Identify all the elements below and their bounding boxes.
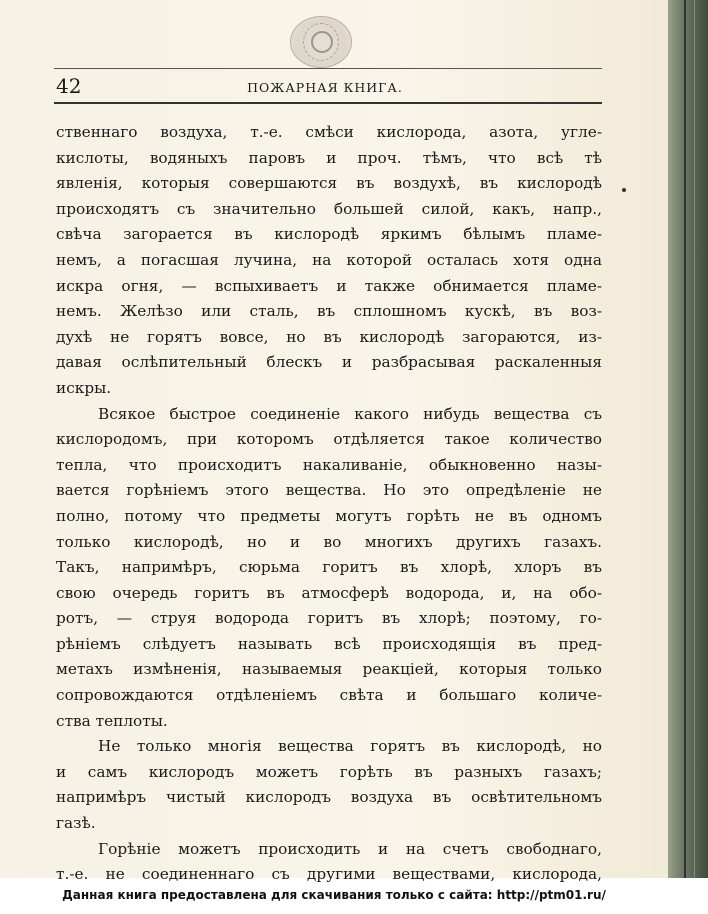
text-line: ственнаго воздуха, т.-е. смѣси кислорода, азота, угле- (56, 123, 602, 141)
text-line: рѣніемъ слѣдуетъ называть всѣ происходящія въ пред- (56, 634, 602, 653)
text-line: и самъ кислородъ можетъ горѣть въ разныхъ газахъ; (56, 762, 602, 781)
ink-speck (622, 188, 626, 192)
text-line: т.-е. не соединеннаго съ другими веществами, кислорода, (56, 865, 602, 884)
paragraph-start-line: Горѣніе можетъ происходить и на счетъ свободнаго, (98, 839, 602, 858)
text-line: Такъ, напримѣръ, сюрьма горитъ въ хлорѣ, хлоръ въ (56, 558, 602, 577)
paragraph-start-line: Не только многія вещества горятъ въ кислородѣ, но (98, 737, 602, 756)
text-line: искры. (56, 378, 112, 397)
header-rule (54, 102, 602, 104)
text-line: кислоты, водяныхъ паровъ и проч. тѣмъ, что всѣ тѣ (56, 148, 602, 167)
download-notice: Данная книга предоставлена для скачивания только с сайта: http://ptm01.ru/ (62, 888, 606, 902)
page-edge (668, 0, 708, 878)
text-line: метахъ измѣненія, называемыя реакціей, которыя только (56, 660, 602, 679)
text-line: духѣ не горятъ вовсе, но въ кислородѣ загораются, из- (56, 327, 602, 346)
text-line: немъ. Желѣзо или сталь, въ сплошномъ кускѣ, въ воз- (56, 302, 602, 321)
text-line: искра огня, — вспыхиваетъ и также обнимается пламе- (56, 276, 602, 295)
text-line: происходятъ съ значительно большей силой, какъ, напр., (56, 199, 602, 218)
text-line: свою очередь горитъ въ атмосферѣ водорода, и, на обо- (56, 583, 602, 602)
page-number: 42 (56, 74, 82, 98)
binding-shadow (684, 0, 686, 878)
running-title: ПОЖАРНАЯ КНИГА. (247, 80, 403, 95)
text-line: сопровождаются отдѣленіемъ свѣта и большаго количе- (56, 686, 602, 705)
text-line: свѣча загорается въ кислородѣ яркимъ бѣлымъ пламе- (56, 225, 602, 244)
top-rule (54, 68, 602, 69)
text-line: ства теплоты. (56, 711, 168, 730)
text-line: полно, потому что предметы могутъ горѣть не въ одномъ (56, 506, 602, 525)
text-line: вается горѣніемъ этого вещества. Но это опредѣленіе не (56, 481, 602, 500)
text-line: явленія, которыя совершаются въ воздухѣ, въ кислородѣ (56, 174, 602, 193)
text-line: только кислородѣ, но и во многихъ другихъ газахъ. (56, 532, 602, 551)
text-line: напримѣръ чистый кислородъ воздуха въ освѣтительномъ (56, 788, 602, 807)
binding-highlight (694, 0, 695, 878)
text-line: кислородомъ, при которомъ отдѣляется такое количество (56, 430, 602, 449)
text-line: газѣ. (56, 814, 96, 833)
text-line: тепла, что происходитъ накаливаніе, обыкновенно назы- (56, 455, 602, 474)
library-stamp-icon (290, 16, 352, 68)
body-text (56, 120, 602, 888)
text-line: давая ослѣпительный блескъ и разбрасывая раскаленныя (56, 353, 602, 372)
text-line: немъ, а погасшая лучина, на которой осталась хотя одна (56, 250, 602, 269)
text-line: ротъ, — струя водорода горитъ въ хлорѣ; поэтому, го- (56, 609, 602, 628)
paragraph-start-line: Всякое быстрое соединеніе какого нибудь вещества съ (98, 404, 602, 423)
